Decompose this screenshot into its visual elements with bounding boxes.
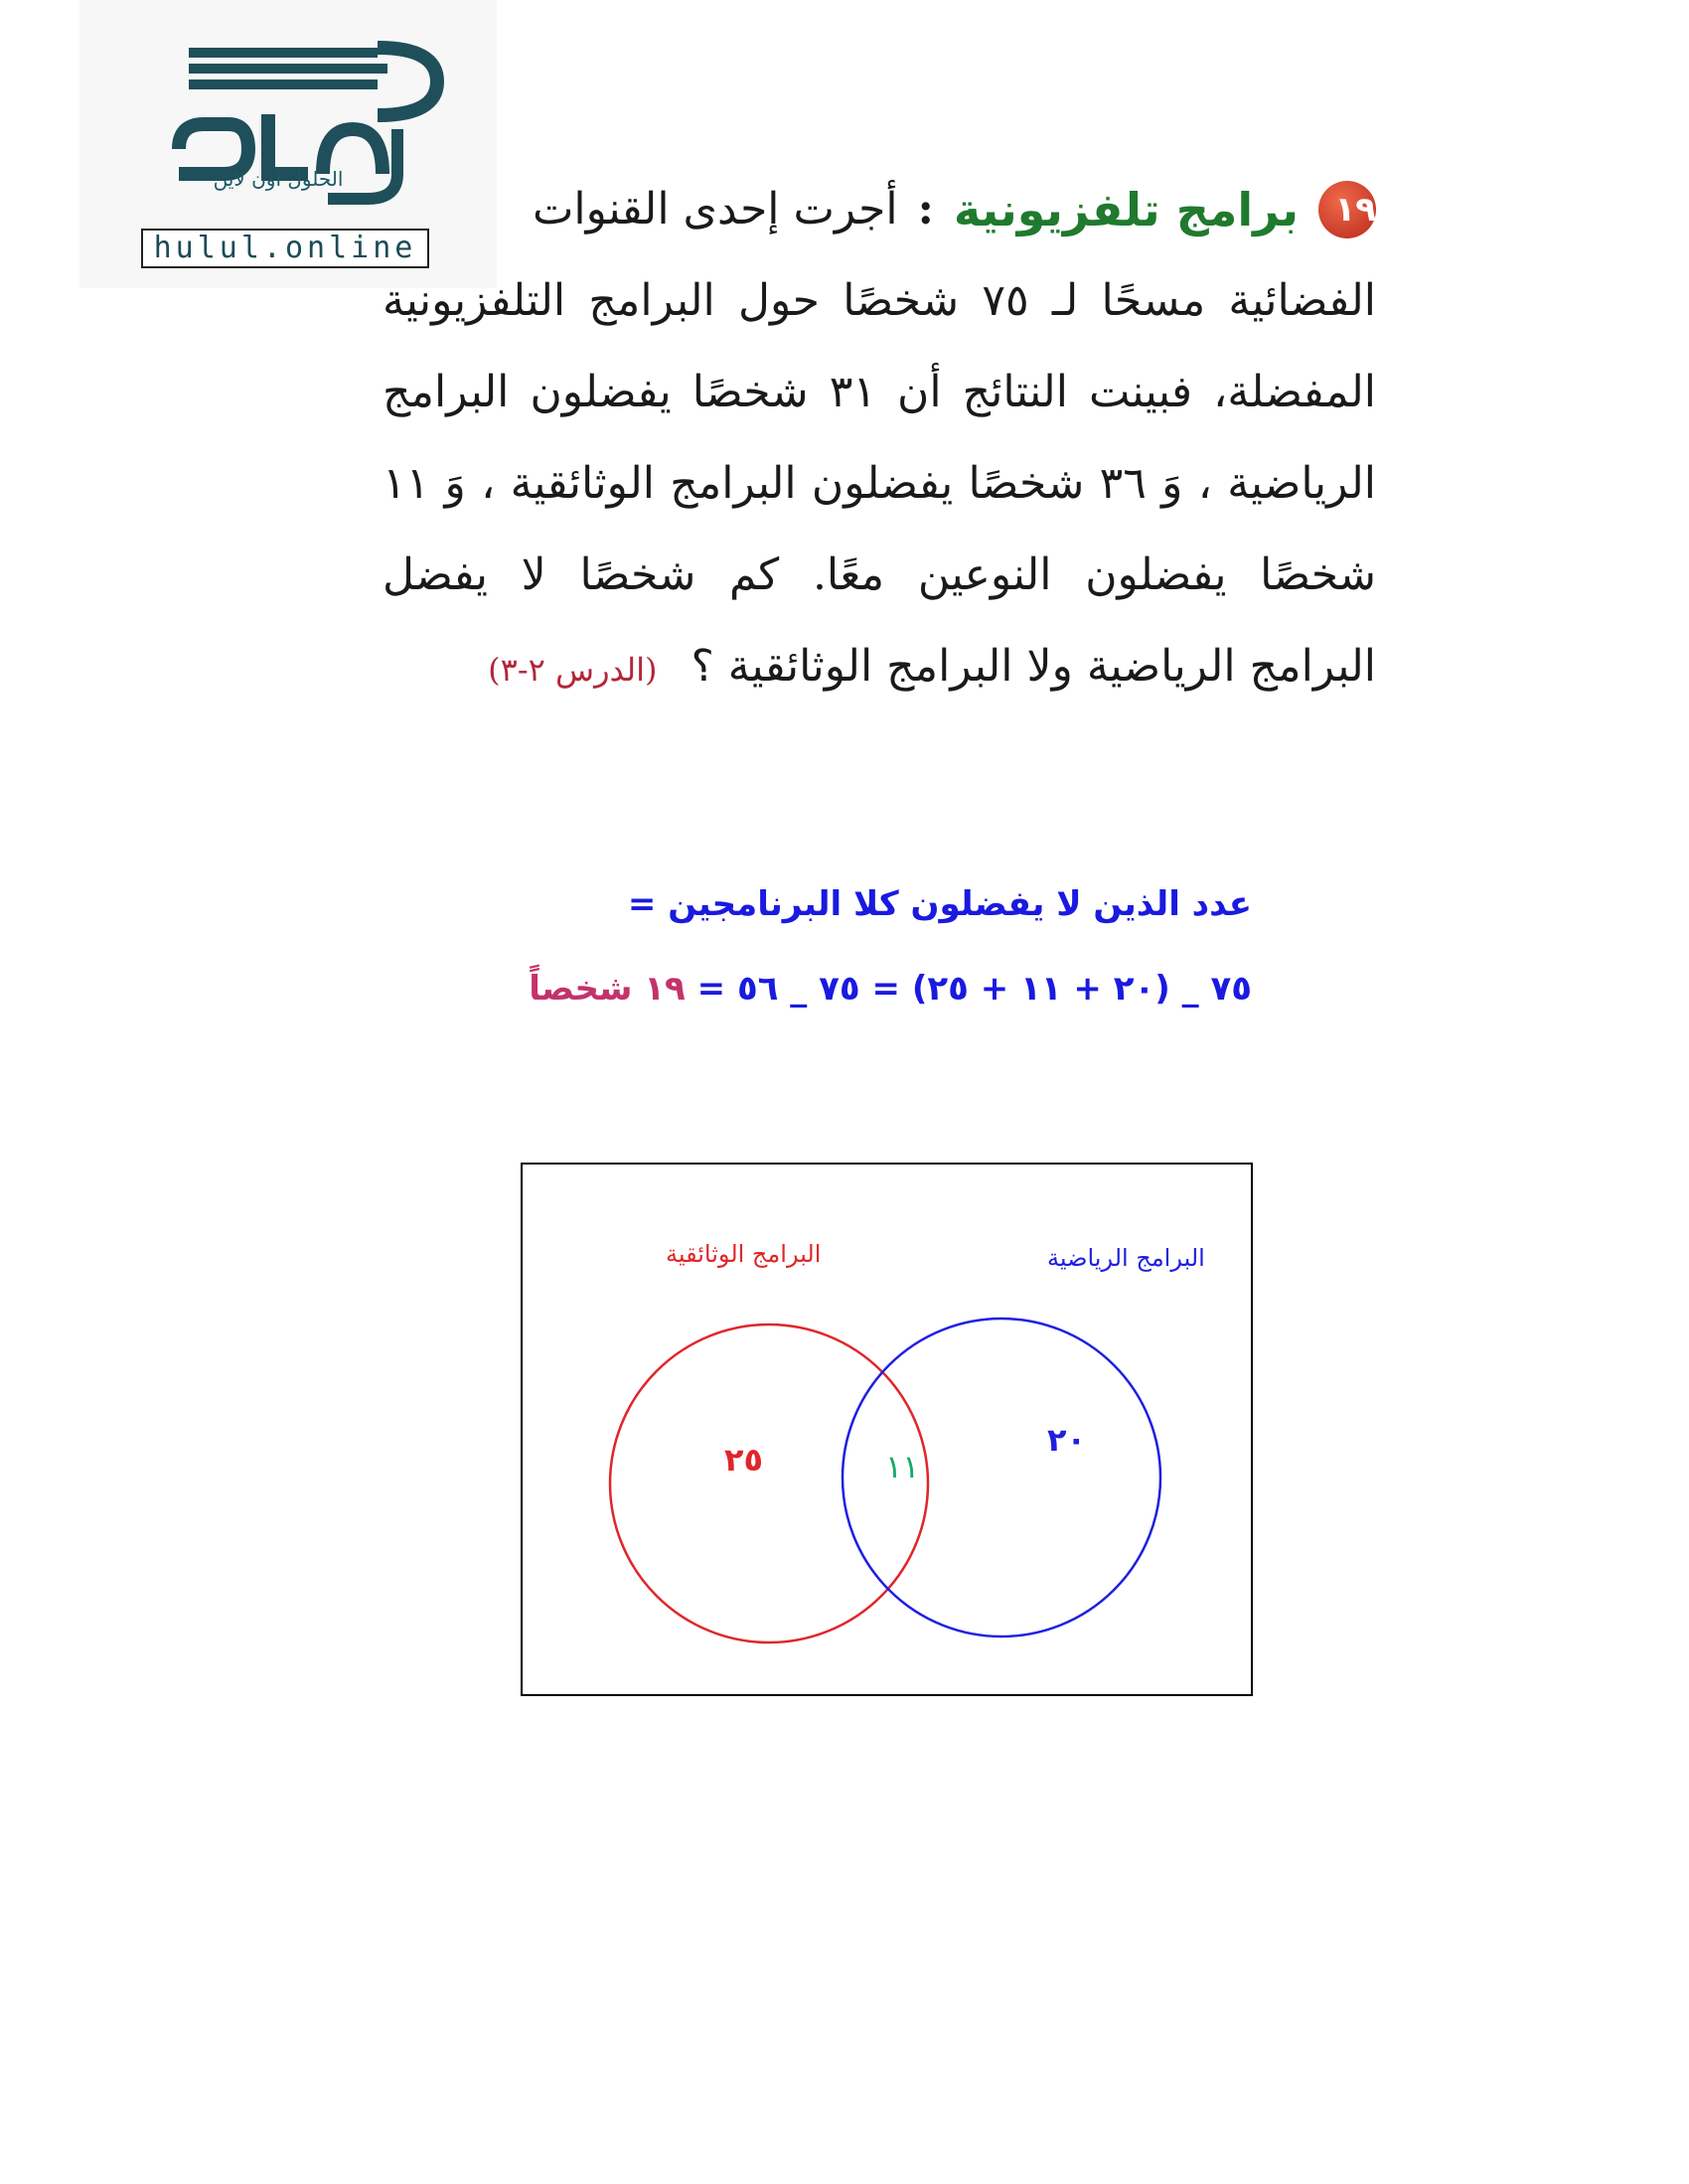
venn-value-sports-only: ٢٠ bbox=[1047, 1421, 1087, 1459]
logo-subtitle: الحلول اون لاين bbox=[213, 167, 344, 191]
lesson-reference: (الدرس ٢-٣) bbox=[488, 651, 658, 689]
problem-text bbox=[383, 164, 1376, 800]
venn-diagram bbox=[521, 1163, 1253, 1696]
solution-label: عدد الذين لا يفضلون كلا البرنامجين = bbox=[627, 884, 1252, 924]
equation-steps: ٧٥ _ (٢٠ + ١١ + ٢٥) = ٧٥ _ ٥٦ = bbox=[696, 969, 1252, 1009]
venn-value-documentary-only: ٢٥ bbox=[724, 1441, 764, 1479]
venn-value-both: ١١ bbox=[885, 1448, 920, 1485]
final-answer: ١٩ شخصاً bbox=[529, 969, 686, 1009]
problem-number: ١٩ bbox=[1318, 181, 1376, 238]
logo-url[interactable]: hulul.online bbox=[141, 229, 429, 268]
problem-colon: : bbox=[917, 184, 934, 234]
venn-label-sports: البرامج الرياضية bbox=[1047, 1244, 1205, 1272]
venn-svg bbox=[521, 1163, 1253, 1696]
venn-label-documentary: البرامج الوثائقية bbox=[666, 1240, 822, 1268]
problem-title: برامج تلفزيونية bbox=[953, 183, 1299, 236]
problem-body: الفضائية مسحًا لـ ٧٥ شخصًا حول البرامج التلفزيونية المفضلة، فبينت النتائج أن ٣١ شخصًا يفضلون البرامج الرياضية ، وَ ٣٦ شخصًا يفضلون البرامج الوثائقية ، وَ ١١ شخصًا يفضلون النوعين معًا. كم شخصًا لا يفضل البرامج الرياضية ولا البرامج الوثائقية ؟ bbox=[383, 275, 1377, 692]
problem-lead: أجرت إحدى القنوات bbox=[533, 184, 898, 234]
solution-equation bbox=[529, 969, 1252, 1009]
problem-header bbox=[383, 164, 1376, 255]
